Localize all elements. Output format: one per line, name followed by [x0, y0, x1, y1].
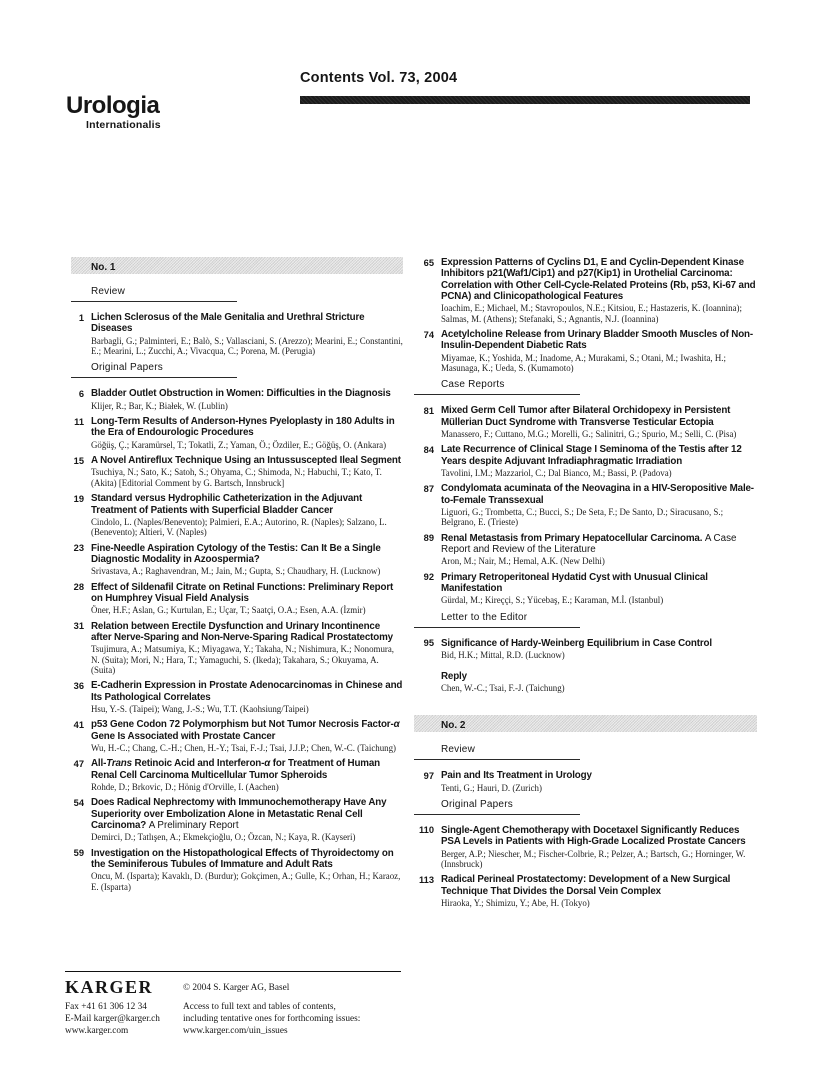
- article-page-number: 95: [423, 638, 434, 649]
- toc-article: [414, 770, 757, 793]
- toc-article: [414, 638, 757, 661]
- article-body: [91, 758, 403, 792]
- toc-article: [414, 572, 757, 606]
- article-title-segment: Primary Retroperitoneal Hydatid Cyst with Unusual Clinical Manifestation: [441, 571, 708, 595]
- article-title: [441, 825, 757, 848]
- toc-reply: [414, 671, 757, 694]
- section-header-label: Review: [441, 744, 475, 756]
- issue-bar: [414, 715, 757, 732]
- article-page-number: 81: [423, 405, 434, 416]
- publisher-logo: KARGER: [65, 977, 154, 997]
- copyright-text: © 2004 S. Karger AG, Basel: [183, 983, 290, 993]
- toc-article: [414, 874, 757, 908]
- article-authors: Liguori, G.; Trombetta, C.; Bucci, S.; De Seta, F.; De Santo, D.; Siracusano, S.; Belgrano, E. (Trieste): [441, 507, 724, 528]
- publisher-contact: [65, 1001, 183, 1037]
- article-title: [91, 758, 403, 781]
- article-title-segment: Standard versus Hydrophilic Catheterization in the Adjuvant Treatment of Patients with Superficial Bladder Cancer: [91, 493, 363, 516]
- article-body: [441, 444, 757, 478]
- article-authors: Miyamae, K.; Yoshida, M.; Inadome, A.; Murakami, S.; Otani, M.; Iwashita, H.; Masunaga, K.; Ueda, S. (Kumamoto): [441, 352, 726, 373]
- article-authors: Chen, W.-C.; Tsai, F.-J. (Taichung): [441, 682, 565, 693]
- toc-article: [71, 848, 403, 892]
- article-body: [91, 416, 403, 450]
- section-header-label: Original Papers: [91, 362, 163, 374]
- footer: [65, 971, 465, 1037]
- article-title-segment: Investigation on the Histopathological Effects of Thyroidectomy on the Seminiferous Tubules of Immature and Adult Rats: [91, 847, 394, 871]
- section-header-label: Case Reports: [441, 379, 505, 391]
- article-page-number: 19: [73, 493, 84, 504]
- article-title-segment: Pain and Its Treatment in Urology: [441, 770, 592, 782]
- toc-article: [414, 444, 757, 478]
- article-page-number: 92: [423, 572, 434, 583]
- article-page-number: 65: [423, 257, 434, 268]
- article-body: [91, 848, 403, 892]
- article-title: [91, 797, 403, 831]
- article-body: [91, 543, 403, 577]
- article-title: [441, 329, 757, 352]
- article-body: [441, 825, 757, 869]
- toc-article: [71, 621, 403, 676]
- article-page-number: 11: [74, 416, 84, 427]
- article-title: [441, 257, 757, 302]
- article-authors: Demirci, D.; Tatlışen, A.; Ekmekçioğlu, O.; Özcan, N.; Kaya, R. (Kayseri): [91, 832, 356, 843]
- article-title: [91, 455, 403, 466]
- article-page-number: 41: [73, 719, 84, 730]
- article-title-segment: for Treatment of Human Renal Cell Carcinoma Multicellular Tumor Spheroids: [91, 758, 380, 781]
- article-body: [91, 719, 403, 753]
- article-authors: Gürdal, M.; Kireççi, S.; Yücebaş, E.; Karaman, M.İ. (Istanbul): [441, 595, 664, 606]
- article-authors: Manassero, F.; Cuttano, M.G.; Morelli, G.; Salinitri, G.; Spurio, M.; Selli, C. (Pisa): [441, 429, 737, 439]
- article-title: [441, 770, 757, 781]
- article-title-segment: p53 Gene Codon 72 Polymorphism but Not Tumor Necrosis Factor-: [91, 719, 394, 731]
- article-title-segment: Retinoic Acid and Interferon-: [131, 758, 265, 770]
- journal-logo-title: Urologia: [66, 92, 160, 119]
- article-body: [441, 770, 757, 793]
- article-title-segment: Acetylcholine Release from Urinary Bladder Smooth Muscles of Non-Insulin-Dependent Diabetic Rats: [441, 329, 753, 352]
- article-authors: Wu, H.-C.; Chang, C.-H.; Chen, H.-Y.; Tsai, F.-J.; Tsai, J.J.P.; Chen, W.-C. (Taichung): [91, 743, 396, 754]
- article-authors: Rohde, D.; Brkovic, D.; Hönig d'Orville, I. (Aachen): [91, 782, 279, 793]
- toc-article: [414, 483, 757, 527]
- toc-article: [71, 543, 403, 577]
- article-title-segment: Late Recurrence of Clinical Stage I Seminoma of the Testis after 12 Years despite Adjuvant Infradiaphragmatic Irradiation: [441, 444, 742, 467]
- article-page-number: 54: [73, 797, 84, 808]
- article-page-number: [414, 671, 434, 694]
- article-authors: Aron, M.; Nair, M.; Hemal, A.K. (New Delhi): [441, 556, 605, 567]
- toc-article: [71, 797, 403, 842]
- article-body: [91, 388, 403, 411]
- article-title-segment: Condylomata acuminata of the Neovagina in a HIV-Seropositive Male-to-Female Transsexual: [441, 483, 754, 506]
- journal-logo-subtitle: Internationalis: [86, 119, 161, 131]
- article-title-segment: α: [264, 758, 271, 770]
- article-body: [91, 680, 403, 714]
- article-title: [441, 483, 757, 506]
- toc-article: [71, 493, 403, 537]
- article-page-number: 59: [73, 848, 84, 859]
- toc-article: [71, 582, 403, 616]
- article-page-number: 6: [78, 388, 84, 399]
- section-header-label: Original Papers: [441, 798, 513, 810]
- toc-article: [414, 405, 757, 439]
- article-title: [441, 671, 757, 682]
- article-title: [91, 621, 403, 644]
- article-page-number: 47: [73, 758, 84, 769]
- article-title-segment: Radical Perineal Prostatectomy: Development of a New Surgical Technique That Divides the Dorsal Vein Complex: [441, 874, 731, 897]
- article-title-segment: A Novel Antireflux Technique Using an Intussuscepted Ileal Segment: [91, 455, 401, 467]
- article-authors: Klijer, R.; Bar, K.; Białek, W. (Lublin): [91, 400, 228, 411]
- article-authors: Tenti, G.; Hauri, D. (Zurich): [441, 782, 542, 793]
- section-header-label: Letter to the Editor: [441, 611, 528, 623]
- article-body: [91, 312, 403, 356]
- footer-line: Access to full text and tables of contents,: [183, 1002, 336, 1012]
- article-body: [91, 582, 403, 616]
- article-authors: Hsu, Y.-S. (Taipei); Wang, J.-S.; Wu, T.T. (Kaohsiung/Taipei): [91, 704, 309, 715]
- article-title-segment: Renal Metastasis from Primary Hepatocellular Carcinoma.: [441, 532, 705, 544]
- article-body: [441, 671, 757, 694]
- section-header: [414, 799, 580, 815]
- article-title-segment: α: [393, 719, 400, 731]
- article-authors: Tsujimura, A.; Matsumiya, K.; Miyagawa, Y.; Takaha, N.; Nishimura, K.; Nonomura, N. (Suita); Mori, N.; Hara, T.; Yamaguchi, S. (Ikeda); Takahara, S.; Okuyama, A. (Suita): [91, 644, 395, 676]
- article-page-number: 31: [73, 621, 84, 632]
- section-header: [414, 612, 580, 628]
- toc-column-left: [71, 257, 403, 913]
- article-body: [441, 572, 757, 606]
- article-page-number: 89: [423, 533, 434, 544]
- toc-article: [71, 388, 403, 411]
- toc-article: [414, 329, 757, 373]
- article-page-number: 1: [78, 312, 84, 323]
- article-authors: Srivastava, A.; Raghavendran, M.; Jain, M.; Gupta, S.; Chaudhary, H. (Lucknow): [91, 566, 381, 577]
- article-authors: Ioachim, E.; Michael, M.; Stavropoulos, N.E.; Kitsiou, E.; Hastazeris, K. (Ioannina); Salmas, M. (Athens); Stefanaki, S.; Agnantis, N.J. (Ioannina): [441, 303, 742, 324]
- toc-article: [71, 680, 403, 714]
- article-title-segment: Single-Agent Chemotherapy with Docetaxel Significantly Reduces PSA Levels in Patients with High-Grade Localized Prostate Cancers: [441, 824, 746, 848]
- article-authors: Bid, H.K.; Mittal, R.D. (Lucknow): [441, 650, 565, 661]
- section-header: [414, 744, 580, 760]
- article-title-segment: E-Cadherin Expression in Prostate Adenocarcinomas in Chinese and Its Pathological Correlates: [91, 680, 403, 703]
- toc-article: [414, 825, 757, 869]
- article-title-segment: Lichen Sclerosus of the Male Genitalia and Urethral Stricture Diseases: [91, 312, 365, 335]
- article-authors: Hiraoka, Y.; Shimizu, Y.; Abe, H. (Tokyo): [441, 897, 590, 908]
- page-title: Contents Vol. 73, 2004: [300, 70, 458, 86]
- article-title-segment: Does Radical Nephrectomy with Immunochemotherapy Have Any Superiority over Embolization Alone in Metastatic Renal Cell Carcinoma?: [91, 797, 387, 832]
- article-title: [441, 572, 757, 595]
- article-body: [441, 638, 757, 661]
- article-title: [441, 533, 757, 556]
- article-authors: Öner, H.F.; Aslan, G.; Kurtulan, E.; Uçar, T.; Saatçi, O.A.; Esen, A.A. (İzmir): [91, 605, 366, 616]
- article-title: [441, 444, 757, 467]
- article-body: [441, 533, 757, 567]
- article-authors: Oncu, M. (Isparta); Kavaklı, D. (Burdur); Gokçimen, A.; Gulle, K.; Orhan, H.; Karaoz, E. (Isparta): [91, 871, 401, 892]
- toc-article: [71, 455, 403, 488]
- article-title-segment: Relation between Erectile Dysfunction and Urinary Incontinence after Nerve-Sparing and Non-Nerve-Sparing Radical Prostatectomy: [91, 620, 393, 643]
- article-title-segment: A Case Report and Review of the Literature: [441, 532, 737, 556]
- article-title: [91, 582, 403, 605]
- article-authors: Tsuchiya, N.; Sato, K.; Satoh, S.; Ohyama, C.; Shimoda, N.; Habuchi, T.; Kato, T. (Akita) [Editorial Comment by G. Bartsch, Innsbruck]: [91, 467, 382, 488]
- article-body: [441, 257, 757, 324]
- article-page-number: 28: [73, 582, 84, 593]
- section-header: [71, 286, 237, 302]
- article-title-segment: Gene Is Associated with Prostate Cancer: [91, 730, 276, 742]
- article-title: [91, 493, 403, 516]
- footer-line: E-Mail karger@karger.ch: [65, 1014, 160, 1024]
- article-page-number: 110: [419, 825, 434, 836]
- article-authors: Cindolo, L. (Naples/Benevento); Palmieri, E.A.; Autorino, R. (Naples); Salzano, L. (Benevento); Altieri, V. (Naples): [91, 516, 387, 538]
- section-header-label: Review: [91, 286, 125, 297]
- article-title-segment: Bladder Outlet Obstruction in Women: Difficulties in the Diagnosis: [91, 388, 391, 400]
- toc-column-right: [414, 257, 757, 913]
- article-page-number: 113: [419, 874, 434, 885]
- article-title: [91, 543, 403, 566]
- article-page-number: 87: [423, 483, 434, 494]
- issue-bar-label: No. 2: [441, 720, 466, 732]
- article-title: [91, 312, 403, 335]
- article-title: [91, 719, 403, 742]
- article-body: [441, 483, 757, 527]
- article-title-segment: Trans: [106, 758, 132, 770]
- toc-article: [71, 416, 403, 450]
- issue-bar: [71, 257, 403, 274]
- article-authors: Göğüş, Ç.; Karamürsel, T.; Tokatli, Z.; Yaman, Ö.; Özdiler, E.; Göğüş, O. (Ankara): [91, 439, 387, 450]
- toc-columns: [71, 257, 757, 913]
- article-authors: Berger, A.P.; Niescher, M.; Fischer-Colbrie, R.; Pelzer, A.; Bartsch, G.; Horninger, W. (Innsbruck): [441, 848, 746, 869]
- article-body: [441, 874, 757, 908]
- article-title: [91, 388, 403, 399]
- article-title: [91, 848, 403, 871]
- article-page-number: 74: [423, 329, 434, 340]
- article-body: [91, 455, 403, 488]
- article-title-segment: Significance of Hardy-Weinberg Equilibrium in Case Control: [441, 637, 712, 649]
- article-body: [91, 797, 403, 842]
- article-title-segment: Long-Term Results of Anderson-Hynes Pyeloplasty in 180 Adults in the Era of Endourologic Procedures: [91, 416, 395, 439]
- article-title: [91, 680, 403, 703]
- article-page-number: 23: [73, 543, 84, 554]
- article-page-number: 97: [423, 770, 434, 781]
- footer-line: Fax +41 61 306 12 34: [65, 1002, 147, 1012]
- article-title-segment: Mixed Germ Cell Tumor after Bilateral Orchidopexy in Persistent Müllerian Duct Syndrome with Transverse Testicular Ectopia: [441, 405, 731, 428]
- article-body: [91, 493, 403, 537]
- article-title-segment: A Preliminary Report: [148, 820, 239, 832]
- footer-line: including tentative ones for forthcoming issues:: [183, 1014, 361, 1024]
- journal-logo: [66, 94, 161, 131]
- article-title: [91, 416, 403, 439]
- article-authors: Tavolini, I.M.; Mazzariol, C.; Dal Bianco, M.; Bassi, P. (Padova): [441, 468, 672, 478]
- article-title: [441, 405, 757, 428]
- article-title: [441, 874, 757, 897]
- issue-bar-label: No. 1: [91, 262, 116, 273]
- footer-rule: [65, 971, 401, 972]
- article-body: [441, 405, 757, 439]
- header-rule: [300, 96, 750, 104]
- article-title-segment: Expression Patterns of Cyclins D1, E and Cyclin-Dependent Kinase Inhibitors p21(Waf1/Cip1) and p27(Kip1) in Urothelial Carcinoma: Correlation with Other Cell-Cycle-Related Proteins (Rb, p53, Ki-67 and PCNA) and Clinicopathological Features: [441, 257, 756, 302]
- toc-article: [71, 719, 403, 753]
- toc-article: [414, 257, 757, 324]
- footer-line: www.karger.com: [65, 1026, 129, 1036]
- article-page-number: 15: [73, 455, 84, 466]
- footer-line: www.karger.com/uin_issues: [183, 1026, 288, 1036]
- article-title-segment: Fine-Needle Aspiration Cytology of the Testis: Can It Be a Single Diagnostic Modality in Azoospermia?: [91, 542, 381, 565]
- article-body: [91, 621, 403, 676]
- article-title-segment: Reply: [441, 670, 467, 682]
- section-header: [414, 379, 580, 395]
- article-authors: Barbagli, G.; Palminteri, E.; Balò, S.; Vallasciani, S. (Arezzo); Mearini, E.; Constantini, E.; Mearini, L.; Zucchi, A.; Vivacqua, C.; Porena, M. (Perugia): [91, 335, 403, 356]
- section-header: [71, 362, 237, 378]
- article-title: [441, 638, 757, 649]
- article-title-segment: All-: [91, 758, 107, 770]
- article-page-number: 84: [423, 444, 434, 455]
- article-page-number: 36: [73, 680, 84, 691]
- toc-article: [71, 758, 403, 792]
- article-body: [441, 329, 757, 373]
- article-title-segment: Effect of Sildenafil Citrate on Retinal Functions: Preliminary Report on Humphrey Visual Field Analysis: [91, 581, 394, 604]
- access-info: [183, 1001, 465, 1037]
- toc-article: [71, 312, 403, 356]
- toc-article: [414, 533, 757, 567]
